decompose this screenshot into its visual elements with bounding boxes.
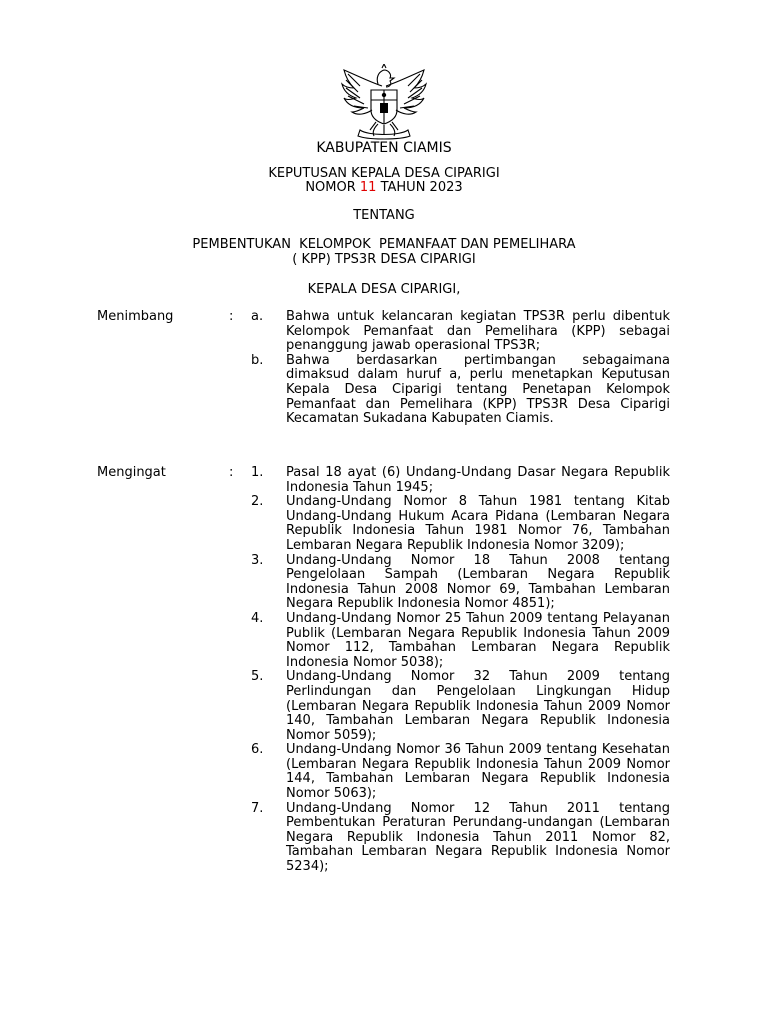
item-text: Bahwa berdasarkan pertimbangan sebagaimana dimaksud dalam huruf a, perlu menetapkan Keputusan Kepala Desa Ciparigi tentang Penetapan Kelompok Pemanfaat dan Pemelihara (KPP) TPS3R Desa Ciparigi Kecamatan Sukadana Kabupaten Ciamis.: [286, 352, 670, 427]
number-value: 11: [359, 180, 377, 195]
item-text: Undang-Undang Nomor 36 Tahun 2009 tentang Kesehatan (Lembaran Negara Republik Indonesia Tahun 2009 Nomor 144, Tambahan Lembaran Negara Republik Indonesia Nomor 5063);: [286, 742, 670, 802]
item-text: Undang-Undang Nomor 8 Tahun 1981 tentang Kitab Undang-Undang Hukum Acara Pidana (Lembaran Negara Republik Indonesia Tahun 1981 Nomor 76, Tambahan Lembaran Negara Republik Indonesia Nomor 3209);: [286, 494, 670, 553]
item-text: Undang-Undang Nomor 25 Tahun 2009 tentang Pelayanan Publik (Lembaran Negara Republik Indonesia Tahun 2009 Nomor 112, Tambahan Lembaran Negara Republik Indonesia Nomor 5038);: [286, 610, 670, 670]
menimbang-item: [97, 354, 677, 427]
number-suffix: TAHUN 2023: [376, 180, 463, 195]
mengingat-item: [97, 743, 677, 801]
regency-title: KABUPATEN CIAMIS: [316, 140, 452, 156]
menimbang-item: [97, 310, 677, 354]
item-marker: 2.: [251, 494, 264, 510]
item-text: Bahwa untuk kelancaran kegiatan TPS3R perlu dibentuk Kelompok Pemanfaat dan Pemelihara (KPP) sebagai penanggung jawab operasional TPS3R;: [286, 309, 670, 354]
item-marker: 6.: [251, 742, 264, 758]
item-text: Undang-Undang Nomor 32 Tahun 2009 tentang Perlindungan dan Pengelolaan Lingkungan Hidup (Lembaran Negara Republik Indonesia Tahun 2009 Nomor 140, Tambahan Lembaran Negara Republik Indonesia Nomor 5059);: [286, 669, 670, 743]
section-colon: :: [229, 465, 234, 480]
issuer-line: KEPALA DESA CIPARIGI,: [307, 282, 461, 297]
section-colon: :: [229, 309, 234, 324]
item-text: Undang-Undang Nomor 18 Tahun 2008 tentang Pengelolaan Sampah (Lembaran Negara Republik Indonesia Tahun 2008 Nomor 69, Tambahan Lembaran Negara Republik Indonesia Nomor 4851);: [286, 552, 670, 612]
item-marker: 7.: [251, 800, 264, 816]
mengingat-item: [97, 802, 677, 875]
item-marker: 5.: [251, 669, 264, 685]
mengingat-item: [97, 612, 677, 670]
item-marker: 3.: [251, 552, 264, 568]
number-prefix: NOMOR: [305, 180, 360, 195]
item-marker: a.: [251, 309, 264, 324]
section-label: Menimbang: [97, 309, 174, 324]
item-text: Undang-Undang Nomor 12 Tahun 2011 tentang Pembentukan Peraturan Perundang-undangan (Lembaran Negara Republik Indonesia Tahun 2011 Nomor 82, Tambahan Lembaran Negara Republik Indonesia Nomor 5234);: [286, 800, 670, 875]
mengingat-item: [97, 554, 677, 612]
decree-number: [0, 181, 768, 196]
mengingat-item: [97, 466, 677, 495]
garuda-emblem: [338, 64, 430, 140]
about-heading: TENTANG: [353, 208, 415, 223]
section-label: Mengingat: [97, 465, 166, 480]
item-marker: 4.: [251, 610, 264, 626]
item-text: Pasal 18 ayat (6) Undang-Undang Dasar Negara Republik Indonesia Tahun 1945;: [286, 465, 670, 495]
subject-line-1: PEMBENTUKAN KELOMPOK PEMANFAAT DAN PEMELIHARA: [192, 237, 576, 252]
subject-line-2: ( KPP) TPS3R DESA CIPARIGI: [292, 252, 476, 267]
menimbang-section: [97, 310, 677, 427]
item-marker: b.: [251, 352, 264, 368]
decree-title: KEPUTUSAN KEPALA DESA CIPARIGI: [268, 166, 500, 181]
mengingat-section: [97, 466, 677, 875]
mengingat-item: [97, 670, 677, 743]
mengingat-item: [97, 495, 677, 553]
item-marker: 1.: [251, 465, 264, 480]
